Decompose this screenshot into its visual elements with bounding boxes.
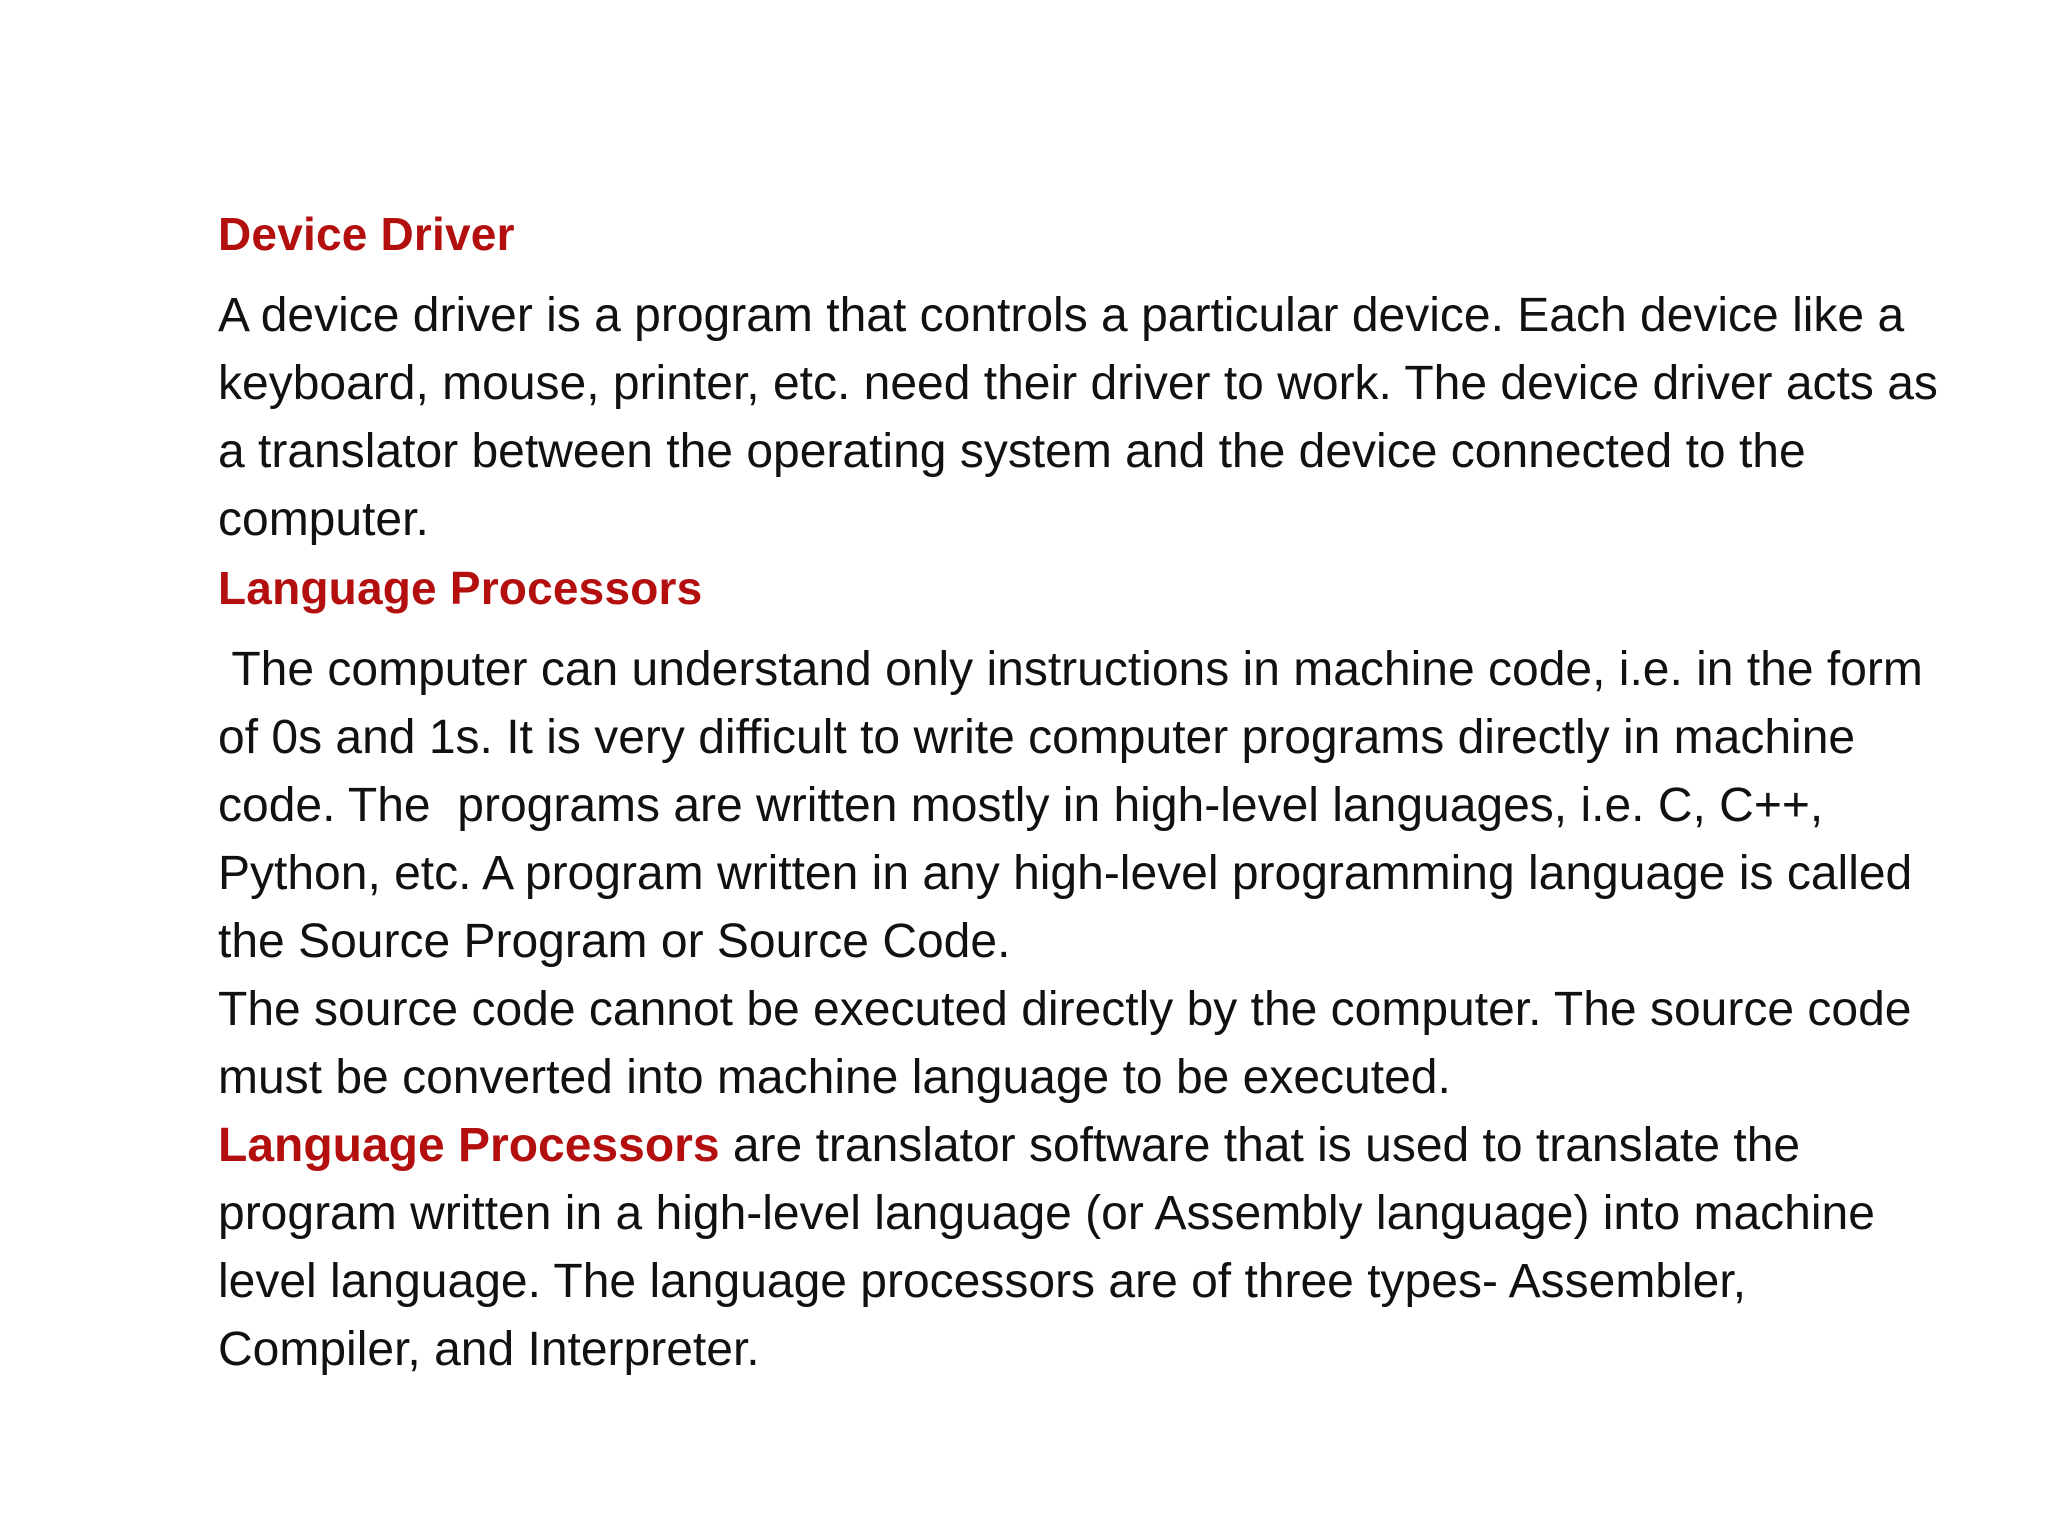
paragraph-language-processors-3 xyxy=(218,1112,1958,1384)
paragraph-language-processors-2: The source code cannot be executed directly by the computer. The source code must be converted into machine language to be executed. xyxy=(218,983,1925,1104)
paragraph-language-processors-3-text: are translator software that is used to translate the program written in a high-level language (or Assembly language) into machine level language. The language processors are of three types- Assembler, Compiler, and Interpreter. xyxy=(218,1119,1889,1376)
paragraph-device-driver: A device driver is a program that controls a particular device. Each device like a keyboard, mouse, printer, etc. need their driver to work. The device driver acts as a translator between the operating system and the device connected to the computer. xyxy=(218,289,1952,546)
paragraph-language-processors-1: The computer can understand only instructions in machine code, i.e. in the form of 0s and 1s. It is very difficult to write computer programs directly in machine code. The programs are written mostly in high-level languages, i.e. C, C++, Python, etc. A program written in any high-level programming language is called the Source Program or Source Code. xyxy=(218,643,1937,968)
inline-highlight-language-processors: Language Processors xyxy=(218,1119,720,1172)
heading-device-driver: Device Driver xyxy=(218,208,515,260)
heading-language-processors: Language Processors xyxy=(218,562,703,614)
slide-content xyxy=(218,200,1958,1384)
